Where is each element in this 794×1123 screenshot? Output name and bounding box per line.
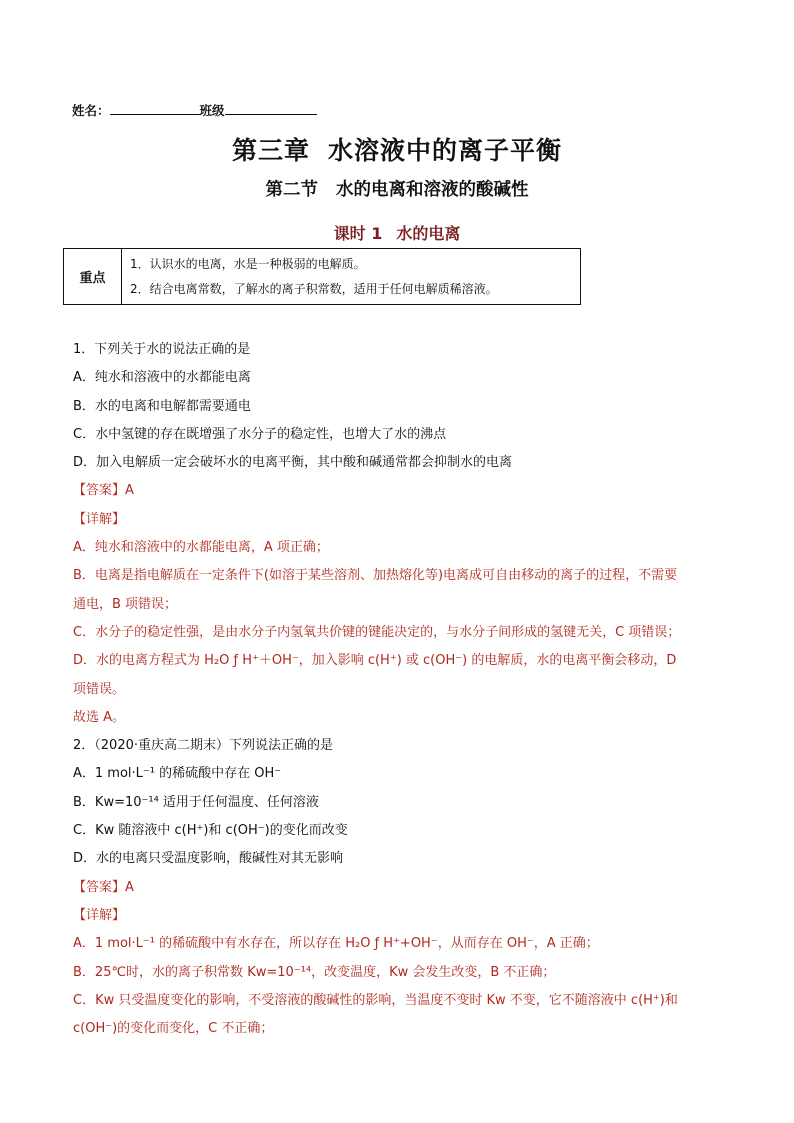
lesson-name: 水的电离 — [396, 224, 461, 243]
question-2-option-c: C．Kw 随溶液中 c(H⁺)和 c(OH⁻)的变化而改变 — [73, 823, 348, 839]
question-1-conclusion: 故选 A。 — [73, 709, 126, 725]
section-number: 第二节 — [265, 180, 318, 200]
question-2-explanation-line: B．25℃时，水的离子积常数 Kw=10⁻¹⁴，改变温度，Kw 会发生改变，B 不正确； — [73, 964, 556, 980]
question-1-explanation-line: A．纯水和溶液中的水都能电离，A 项正确； — [73, 540, 329, 556]
key-points-table — [63, 248, 581, 305]
question-1-option-a: A．纯水和溶液中的水都能电离 — [73, 370, 251, 386]
lesson-number: 课时 1 — [333, 224, 383, 243]
chapter-title — [0, 131, 794, 167]
question-2-stem: 2．（2020·重庆高二期末）下列说法正确的是 — [73, 738, 333, 754]
chapter-number: 第三章 — [231, 136, 310, 165]
section-name: 水的电离和溶液的酸碱性 — [336, 180, 529, 200]
question-1-explanation-line: B．电离是指电解质在一定条件下(如溶于某些溶剂、加热熔化等)电离成可自由移动的离子的过程，不需要 — [73, 568, 678, 584]
key-point-item: 1．认识水的电离，水是一种极弱的电解质。 — [130, 257, 366, 271]
question-2-option-d: D．水的电离只受温度影响，酸碱性对其无影响 — [73, 851, 344, 867]
question-1-stem: 1．下列关于水的说法正确的是 — [73, 342, 251, 357]
class-label: 班级 — [199, 103, 225, 118]
question-1-answer: 【答案】A — [73, 483, 134, 499]
question-1-explanation-label: 【详解】 — [73, 511, 126, 527]
section-title — [0, 176, 794, 201]
question-2-option-a: A．1 mol·L⁻¹ 的稀硫酸中存在 OH⁻ — [73, 766, 282, 782]
question-2-option-b: B．Kw=10⁻¹⁴ 适用于任何温度、任何溶液 — [73, 794, 319, 810]
question-1-explanation-line: D．水的电离方程式为 H₂O ƒ H⁺＋OH⁻，加入影响 c(H⁺) 或 c(OH⁻) 的电解质，水的电离平衡会移动，D — [73, 653, 677, 669]
question-1-explanation-line: 通电，B 项错误； — [73, 596, 178, 612]
key-points-list — [122, 249, 580, 304]
question-2-explanation-label: 【详解】 — [73, 907, 126, 923]
question-1-option-c: C．水中氢键的存在既增强了水分子的稳定性，也增大了水的沸点 — [73, 426, 447, 442]
chapter-name: 水溶液中的离子平衡 — [328, 136, 563, 165]
question-1-option-b: B．水的电离和电解都需要通电 — [73, 398, 251, 414]
question-2-explanation-line: c(OH⁻)的变化而变化，C 不正确； — [73, 1021, 274, 1037]
question-1-option-d: D．加入电解质一定会破坏水的电离平衡，其中酸和碱通常都会抑制水的电离 — [73, 455, 513, 471]
key-points-label: 重点 — [64, 249, 122, 304]
question-2-answer: 【答案】A — [73, 879, 134, 895]
question-2-explanation-line: A．1 mol·L⁻¹ 的稀硫酸中有水存在，所以存在 H₂O ƒ H⁺+OH⁻，从而存在 OH⁻，A 正确； — [73, 936, 599, 952]
question-1-explanation-line: C．水分子的稳定性强，是由水分子内氢氧共价键的键能决定的，与水分子间形成的氢键无关，C 项错误； — [73, 624, 681, 640]
class-blank — [225, 102, 317, 115]
name-blank — [110, 102, 200, 115]
key-point-item: 2．结合电离常数，了解水的离子积常数，适用于任何电解质稀溶液。 — [130, 282, 498, 296]
name-label: 姓名： — [72, 103, 110, 118]
question-1-explanation-line: 项错误。 — [73, 681, 126, 697]
question-2-explanation-line: C．Kw 只受温度变化的影响，不受溶液的酸碱性的影响，当温度不变时 Kw 不变，它不随溶液中 c(H⁺)和 — [73, 992, 678, 1008]
question-content — [73, 336, 733, 1043]
lesson-title — [0, 221, 794, 244]
name-class-line — [72, 101, 317, 119]
